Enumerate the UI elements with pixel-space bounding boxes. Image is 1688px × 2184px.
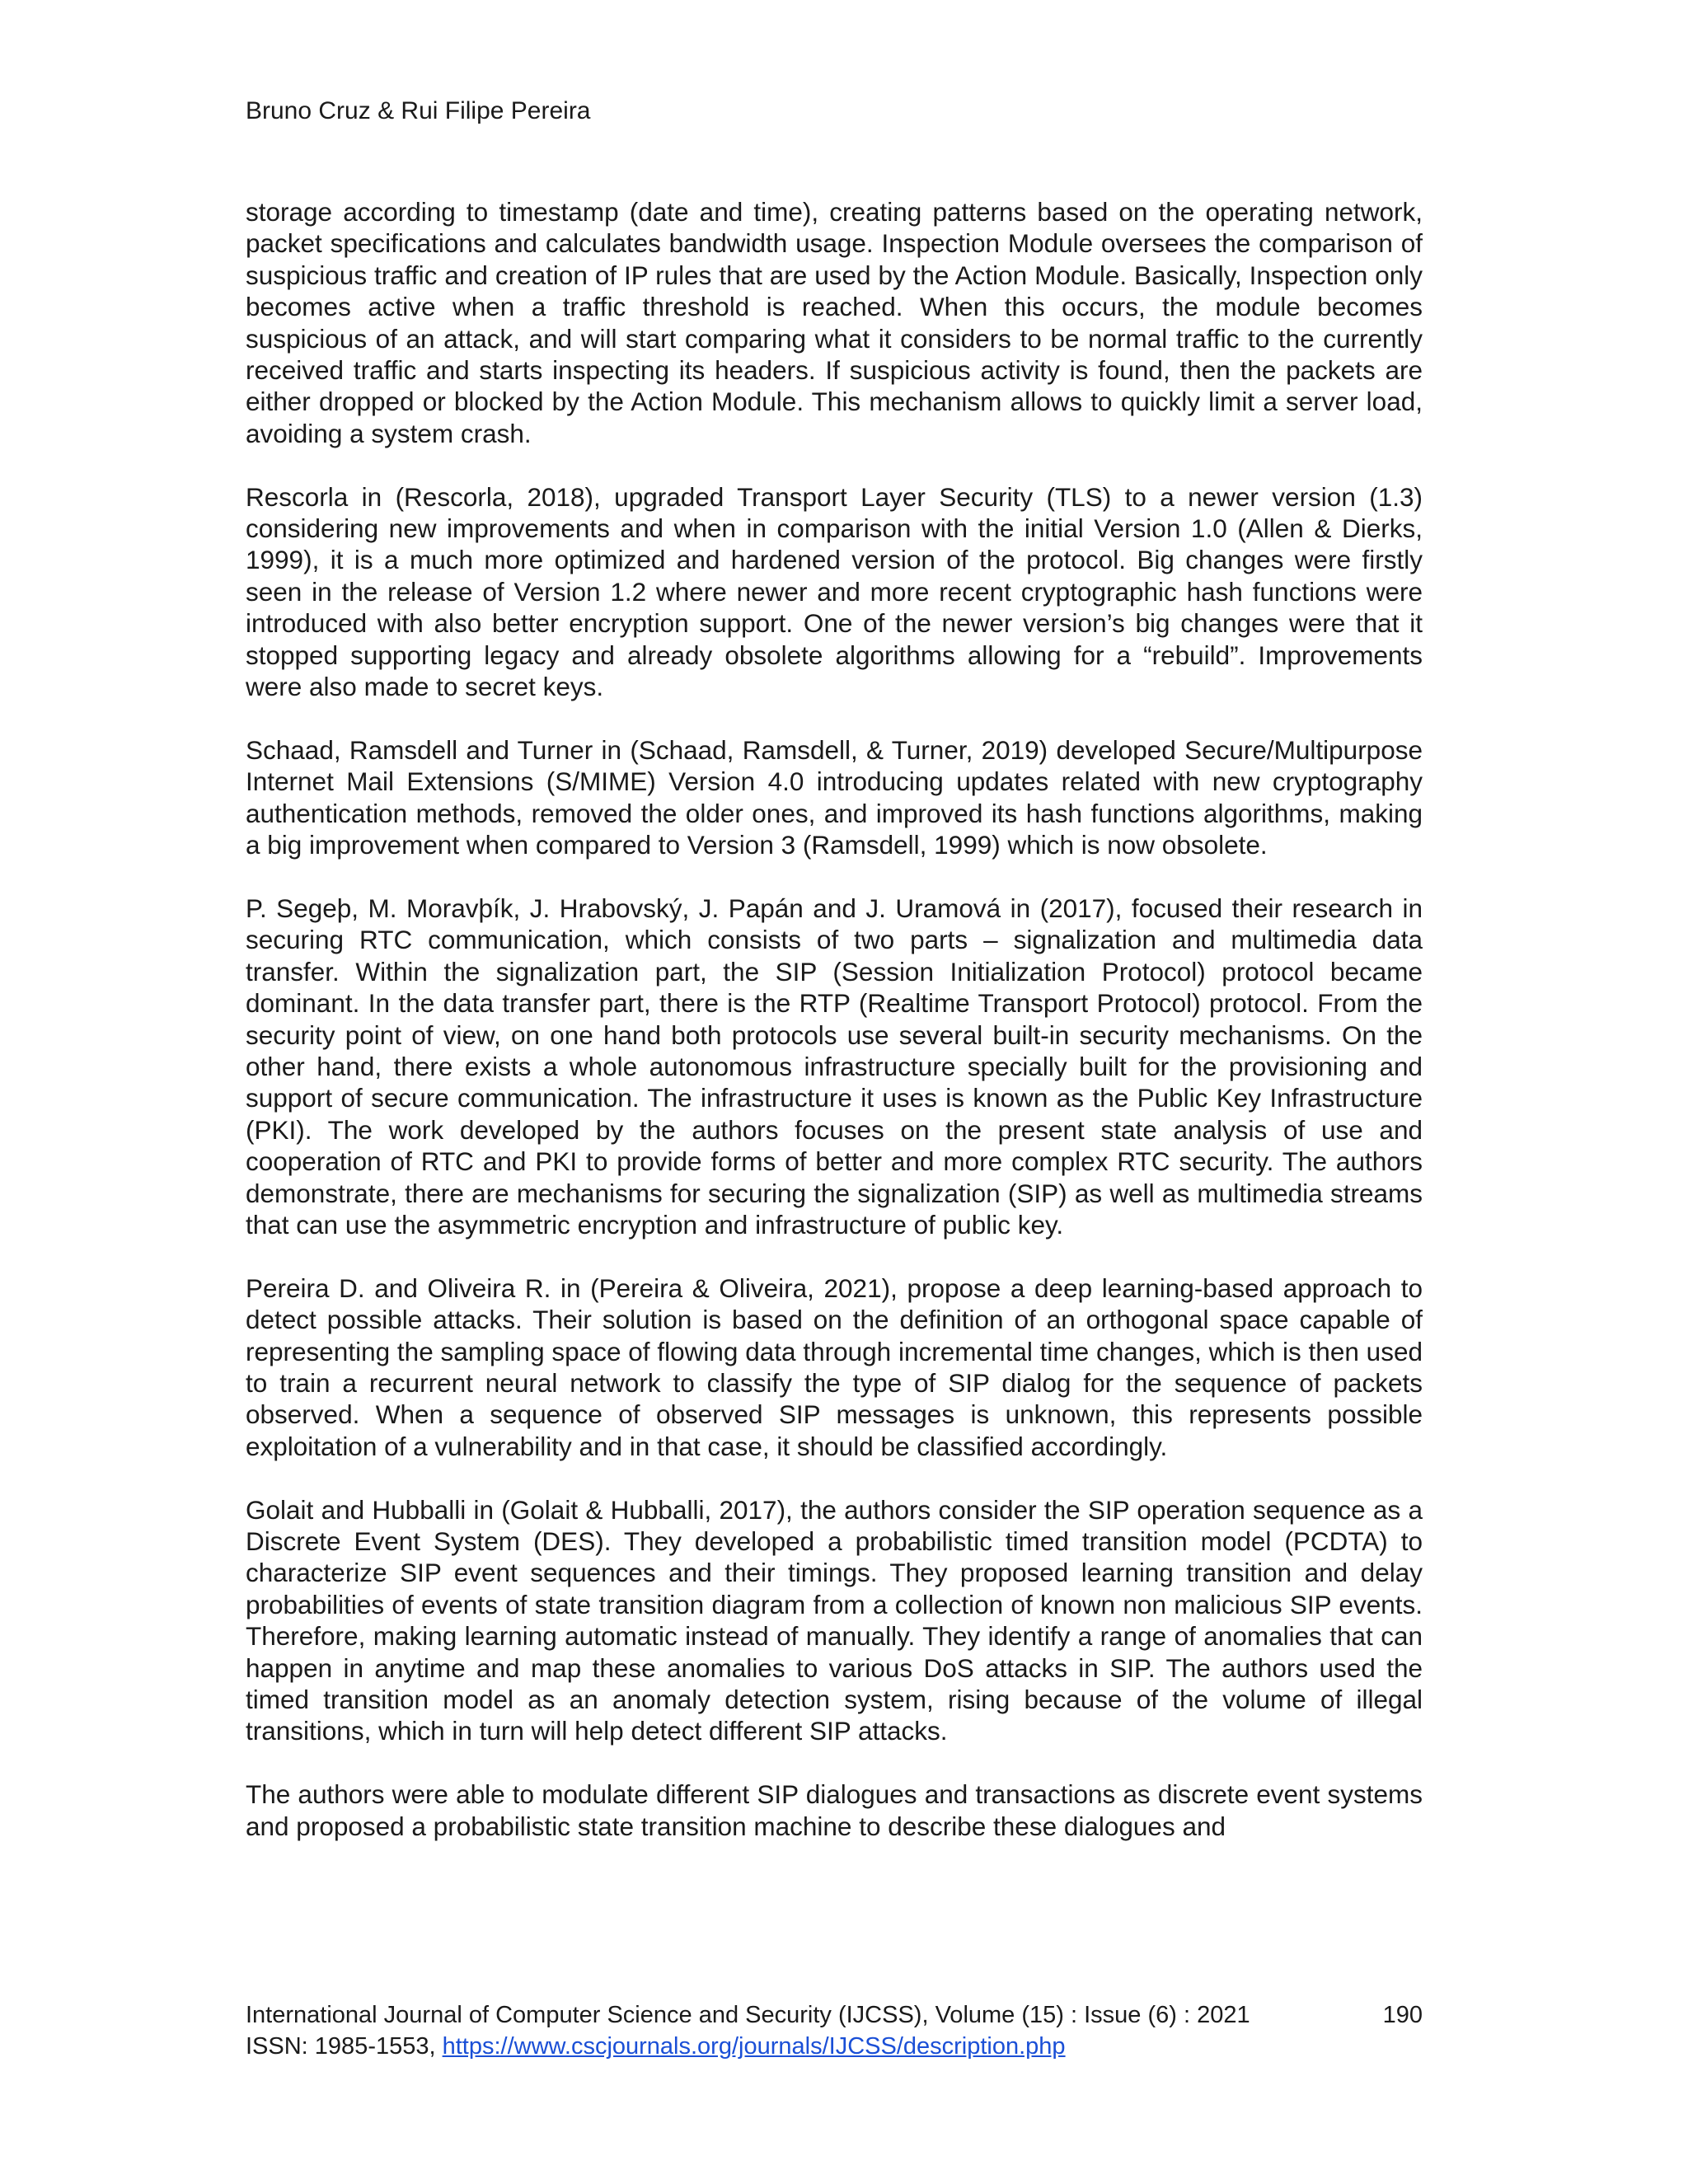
paragraph-rtc-pki: P. Segeþ, M. Moravþík, J. Hrabovský, J. Papán and J. Uramová in (2017), focused their research in securing RTC communication, which consists of two parts – signalization and multimedia data transfer. Within the signalization part, the SIP (Session Initialization Protocol) protocol became dominant. In the data transfer part, there is the RTP (Realtime Transport Protocol) protocol. From the security point of view, on one hand both protocols use several built-in security mechanisms. On the other hand, there exists a whole autonomous infrastructure specially built for the provisioning and support of secure communication. The infrastructure it uses is known as the Public Key Infrastructure (PKI). The work developed by the authors focuses on the present state analysis of use and cooperation of RTC and PKI to provide forms of better and more complex RTC security. The authors demonstrate, there are mechanisms for securing the signalization (SIP) as well as multimedia streams that can use the asymmetric encryption and infrastructure of public key. [246,893,1423,1240]
page-number: 190 [1382,2002,1423,2028]
paragraph-smime: Schaad, Ramsdell and Turner in (Schaad, Ramsdell, & Turner, 2019) developed Secure/Multipurpose Internet Mail Extensions (S/MIME) Version 4.0 introducing updates related with new cryptography authentication methods, removed the older ones, and improved its hash functions algorithms, making a big improvement when compared to Version 3 (Ramsdell, 1999) which is now obsolete. [246,734,1423,860]
paragraph-golait-hubballi: Golait and Hubballi in (Golait & Hubballi, 2017), the authors consider the SIP operation sequence as a Discrete Event System (DES). They developed a probabilistic timed transition model (PCDTA) to characterize SIP event sequences and their timings. They proposed learning transition and delay probabilities of events of state transition diagram from a collection of known non malicious SIP events. Therefore, making learning automatic instead of manually. They identify a range of anomalies that can happen in anytime and map these anomalies to various DoS attacks in SIP. The authors used the timed transition model as an anomaly detection system, rising because of the volume of illegal transitions, which in turn will help detect different SIP attacks. [246,1494,1423,1746]
journal-link[interactable]: https://www.cscjournals.org/journals/IJCSS/description.php [442,2033,1066,2060]
paragraph-rescorla-tls: Rescorla in (Rescorla, 2018), upgraded Transport Layer Security (TLS) to a newer version (1.3) considering new improvements and when in comparison with the initial Version 1.0 (Allen & Dierks, 1999), it is a much more optimized and hardened version of the protocol. Big changes were firstly seen in the release of Version 1.2 where newer and more recent cryptographic hash functions were introduced with also better encryption support. One of the newer version’s big changes were that it stopped supporting legacy and already obsolete algorithms allowing for a “rebuild”. Improvements were also made to secret keys. [246,481,1423,702]
paragraph-deep-learning: Pereira D. and Oliveira R. in (Pereira & Oliveira, 2021), propose a deep learning-based approach to detect possible attacks. Their solution is based on the definition of an orthogonal space capable of representing the sampling space of flowing data through incremental time changes, which is then used to train a recurrent neural network to classify the type of SIP dialog for the sequence of packets observed. When a sequence of observed SIP messages is unknown, this represents possible exploitation of a vulnerability and in that case, it should be classified accordingly. [246,1272,1423,1461]
footer-issn-row [246,2031,1423,2062]
footer-journal-row [246,1999,1423,2031]
page-footer [246,1999,1423,2062]
paragraph-sip-dialogues: The authors were able to modulate different SIP dialogues and transactions as discrete event systems and proposed a probabilistic state transition machine to describe these dialogues and [246,1779,1423,1841]
article-body [246,196,1423,1842]
journal-citation: International Journal of Computer Science and Security (IJCSS), Volume (15) : Issue (6) : 2021 [246,2002,1250,2028]
issn: ISSN: 1985-1553, [246,2033,443,2060]
paragraph-inspection-module: storage according to timestamp (date and time), creating patterns based on the operating network, packet specifications and calculates bandwidth usage. Inspection Module oversees the comparison of suspicious traffic and creation of IP rules that are used by the Action Module. Basically, Inspection only becomes active when a traffic threshold is reached. When this occurs, the module becomes suspicious of an attack, and will start comparing what it considers to be normal traffic to the currently received traffic and starts inspecting its headers. If suspicious activity is found, then the packets are either dropped or blocked by the Action Module. This mechanism allows to quickly limit a server load, avoiding a system crash. [246,197,1423,448]
running-header: Bruno Cruz & Rui Filipe Pereira [246,97,591,124]
